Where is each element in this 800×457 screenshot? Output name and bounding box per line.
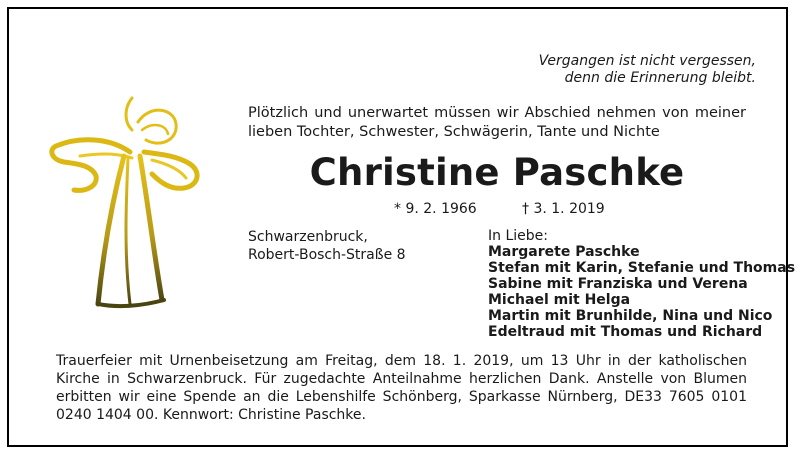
angel-icon xyxy=(40,94,210,312)
service-announcement: Trauerfeier mit Urnenbeisetzung am Freitag, dem 18. 1. 2019, um 13 Uhr in der katholischen Kirche in Schwarzenbruck. Für zugedachte Anteilnahme herzlichen Dank. Anstelle von Blumen erbitten wir eine Spende an die Lebenshilfe Schönberg, Sparkasse Nürnberg, DE33 7605 0101 0240 1404 00. Kennwort: Christine Paschke. xyxy=(56,353,747,423)
address-line-2: Robert-Bosch-Straße 8 xyxy=(248,247,406,263)
mourners-heading: In Liebe: xyxy=(488,228,548,244)
address-line-1: Schwarzenbruck, xyxy=(248,229,368,245)
motto-line-1: Vergangen ist nicht vergessen, xyxy=(538,53,756,69)
deceased-name: Christine Paschke xyxy=(309,151,685,194)
motto-line-2: denn die Erinnerung bleibt. xyxy=(564,70,756,86)
mourner-name: Stefan mit Karin, Stefanie und Thomas xyxy=(488,260,796,276)
mourners xyxy=(488,228,795,340)
motto xyxy=(539,53,756,87)
birth-date: * 9. 2. 1966 xyxy=(394,201,477,217)
mourner-name: Martin mit Brunhilde, Nina und Nico xyxy=(488,308,773,324)
address xyxy=(248,228,406,264)
mourner-name: Margarete Paschke xyxy=(488,244,640,260)
death-date: † 3. 1. 2019 xyxy=(522,201,605,217)
intro-text: Plötzlich und unerwartet müssen wir Abschied nehmen von meiner lieben Tochter, Schwester, Schwägerin, Tante und Nichte xyxy=(248,105,746,140)
mourner-name: Michael mit Helga xyxy=(488,292,631,308)
mourner-name: Edeltraud mit Thomas und Richard xyxy=(488,324,763,340)
mourner-name: Sabine mit Franziska und Verena xyxy=(488,276,748,292)
